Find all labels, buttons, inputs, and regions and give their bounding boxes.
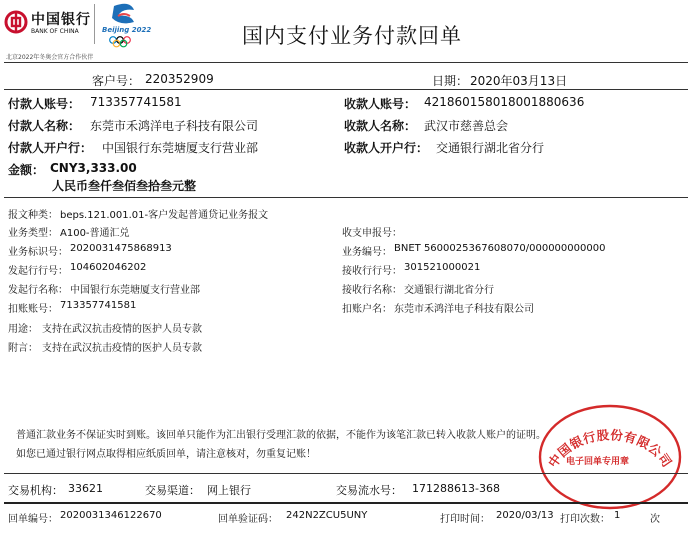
remark-label: 附言： [8,343,38,354]
channel-value: 网上银行 [207,484,251,497]
page-title: 国内支付业务付款回单 [242,24,462,48]
receipt-no-label: 回单编号： [8,514,58,525]
debit-acct-label: 扣账账号： [8,304,58,315]
amount-in-words: 人民币叁仟叁佰叁拾叁元整 [52,179,197,193]
partner-note: 北京2022年冬奥会官方合作伙伴 [6,54,94,61]
divider-footer-bottom [4,502,688,504]
olympic-logo [100,2,152,48]
debit-acct: 713357741581 [60,300,137,311]
amount-label: 金额： [8,163,45,177]
bank-logo-icon [4,10,28,34]
biz-id: 2020031475868913 [70,243,172,254]
purpose: 支持在武汉抗击疫情的医护人员专款 [42,324,202,335]
bank-name-en: BANK OF CHINA [31,28,79,35]
customer-no-label: 客户号： [92,74,141,88]
divider-meta [4,89,688,90]
biz-no-label: 业务编号： [342,247,392,258]
payee-account: 421860158018001880636 [424,95,585,109]
customer-no: 220352909 [145,72,214,86]
verify-label: 回单验证码： [218,514,278,525]
org-label: 交易机构： [8,484,63,497]
note-line-2: 如您已通过银行网点取得相应纸质回单，请注意核对，勿重复记账！ [16,449,316,460]
msg-type: beps.121.001.01-客户发起普通贷记业务报文 [60,210,269,221]
channel-label: 交易渠道： [145,484,200,497]
payee-name: 武汉市慈善总会 [424,119,509,133]
olympic-rings-icon [108,36,142,48]
print-count-unit: 次 [650,514,660,525]
receipt-no: 2020031346122670 [60,510,162,521]
payee-bank: 交通银行湖北省分行 [436,141,545,155]
print-time: 2020/03/13 [496,510,554,521]
biz-no: BNET 5600025367608070/000000000000 [394,243,606,254]
debit-name: 东莞市禾鸿洋电子科技有限公司 [394,304,534,315]
divider-amount [4,197,688,198]
payer-bank-label: 付款人开户行： [8,141,93,155]
recv-bank-name-label: 接收行名称： [342,285,402,296]
serial-label: 交易流水号： [336,484,402,497]
biz-type-label: 业务类型： [8,228,58,239]
payer-bank: 中国银行东莞塘厦支行营业部 [102,141,259,155]
biz-type: A100-普通汇兑 [60,228,130,239]
recv-bank-no-label: 接收行行号： [342,266,402,277]
print-count: 1 [614,510,621,521]
bank-logo [4,8,92,40]
recv-apply-label: 收支申报号： [342,228,402,239]
send-bank-no: 104602046202 [70,262,147,273]
print-count-label: 打印次数： [560,514,610,525]
payer-name-label: 付款人名称： [8,119,81,133]
date-label: 日期： [432,74,469,88]
send-bank-name-label: 发起行名称： [8,285,68,296]
divider-top [4,62,688,63]
verify-value: 242N2ZCU5UNY [286,510,368,521]
recv-bank-name: 交通银行湖北省分行 [404,285,494,296]
payer-account-label: 付款人账号： [8,97,81,111]
send-bank-no-label: 发起行行号： [8,266,68,277]
payee-name-label: 收款人名称： [344,119,417,133]
payer-account: 713357741581 [90,95,182,109]
remark: 支持在武汉抗击疫情的医护人员专款 [42,343,202,354]
serial-value: 171288613-368 [412,482,500,495]
official-stamp [536,402,684,512]
stamp-center-text: 电子回单专用章 [566,457,630,467]
note-line-1: 普通汇款业务不保证实时到账。该回单只能作为汇出银行受理汇款的依据，不能作为该笔汇款已转入收款人账户的证明。 [16,430,546,441]
print-time-label: 打印时间： [440,514,490,525]
recv-bank-no: 301521000021 [404,262,481,273]
payer-name: 东莞市禾鸿洋电子科技有限公司 [90,119,259,133]
payee-account-label: 收款人账号： [344,97,417,111]
purpose-label: 用途： [8,324,38,335]
send-bank-name: 中国银行东莞塘厦支行营业部 [70,285,200,296]
divider-footer-top [4,473,688,474]
debit-name-label: 扣账户名： [342,304,392,315]
stamp-top-text: 中国银行股份有限公司 [545,427,675,471]
biz-id-label: 业务标识号： [8,247,68,258]
payee-bank-label: 收款人开户行： [344,141,429,155]
header-divider [94,4,95,44]
bank-name-cn: 中国银行 [31,12,91,28]
msg-type-label: 报文种类： [8,210,58,221]
olympic-emblem-icon [100,2,148,26]
org-value: 33621 [68,482,103,495]
olympic-text: Beijing 2022 [102,26,152,34]
amount-value: CNY3,333.00 [50,161,137,175]
date-value: 2020年03月13日 [470,74,568,88]
